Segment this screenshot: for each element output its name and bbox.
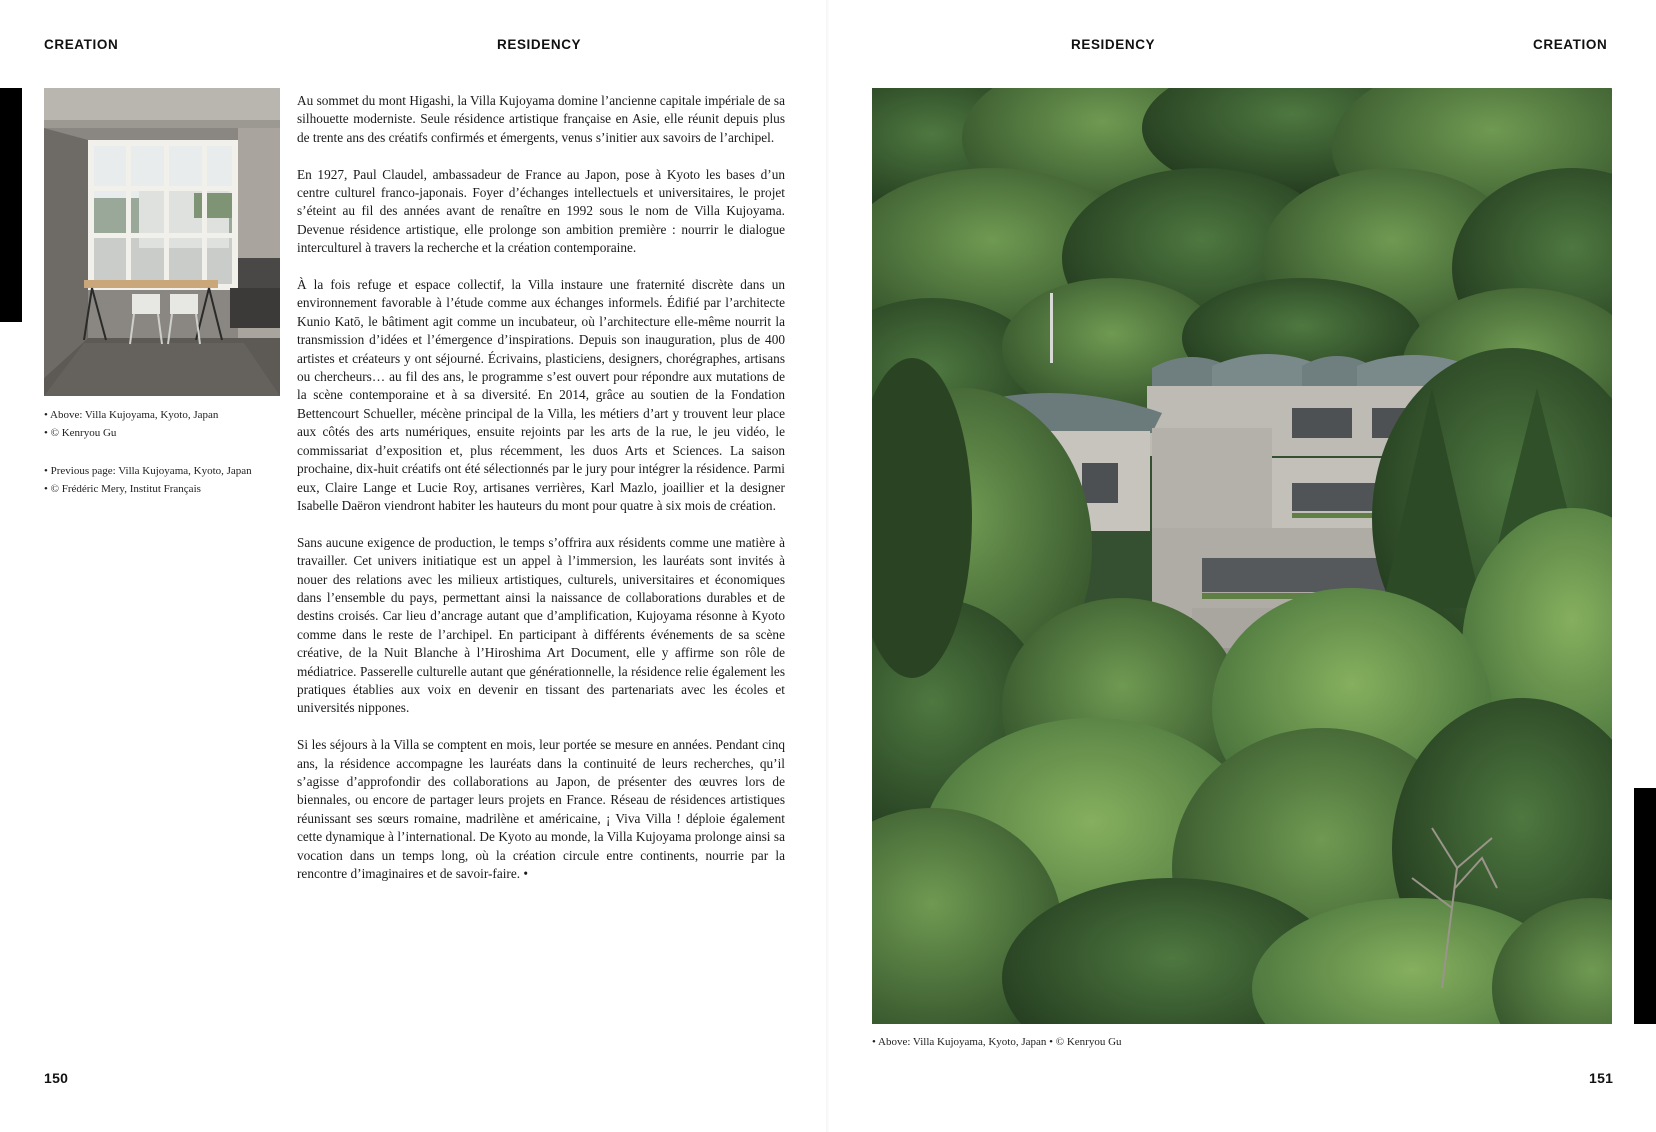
previous-page-caption [44,462,252,498]
running-head-residency-right: RESIDENCY [1071,37,1156,52]
aerial-photo-caption: • Above: Villa Kujoyama, Kyoto, Japan • © Kenryou Gu [872,1036,1122,1048]
paragraph-5: Si les séjours à la Villa se comptent en mois, leur portée se mesure en années. Pendant cinq ans, la résidence accompagne les lauréats dans la continuité de leurs recherches, qu’il s’agisse d’approfondir des collaborations au Japon, de présenter des œuvres lors de biennales, ou encore de partager leurs projets en France. Réseau de résidences artistiques réunissant ses sœurs romaine, madrilène et américaine, ¡ Viva Villa ! déploie également cette dynamique à l’international. De Kyoto au monde, la Villa Kujoyama prolonge ainsi sa vocation dans un temps long, où la création circule entre continents, nourrie par la rencontre d’imaginaires et de savoir-faire. • [297,737,785,881]
paragraph-2: En 1927, Paul Claudel, ambassadeur de France au Japon, pose à Kyoto les bases d’un centre culturel franco-japonais. Foyer d’échanges intellectuels et universitaires, le projet s’éteint au fil des années avant de renaître en 1992 sous le nom de Villa Kujoyama. Devenue résidence artistique, elle prolonge son ambition première : nourrir le dialogue interculturel à travers la recherche et la création contemporaine. [297,166,785,256]
left-edge-tab-mark [0,88,22,322]
page-number-right: 151 [1589,1070,1614,1086]
interior-window-room-icon [44,88,280,396]
running-head-creation-left: CREATION [44,37,119,52]
paragraph-3: À la fois refuge et espace collectif, la Villa instaure une fraternité discrète dans un environnement favorable à l’étude comme aux échanges informels. Édifié par l’architecte Kunio Katō, le bâtiment agit comme un incubateur, où l’architecture elle-même nourrit la transmission d’idées et l’émergence d’inspirations. Depuis son inauguration, plus de 400 artistes et créateurs y ont séjourné. Écrivains, plasticiens, designers, chorégraphes, artisans ou chercheurs… au fil des ans, le programme s’est ouvert pour répondre aux mutations de la scène contemporaine et à sa diversité. En 2014, grâce au soutien de la Fondation Bettencourt Schueller, mécène principal de la Villa, les métiers d’art y trouvent leur place aux côtés des arts numériques, ensuite rejoints par les arts de la rue, le jeu vidéo, le commissariat d’exposition et, plus récemment, les duos Arts et Sciences. La saison prochaine, dix-huit créatifs ont été sélectionnés par le jury pour intégrer la résidence. Parmi eux, Claire Lange et Lucie Roy, artisanes verrières, Karl Mazlo, joaillier et la designer Isabelle Daëron viendront habiter les hauteurs du mont pour quatre à six mois de création. [297,277,785,513]
caption-previous-page: • Previous page: Villa Kujoyama, Kyoto, Japan [44,465,252,477]
paragraph-1: Au sommet du mont Higashi, la Villa Kujoyama domine l’ancienne capitale impériale de sa silhouette moderniste. Seule résidence artistique française en Asie, elle réunit depuis plus de trente ans des créatifs confirmés et émergents, venus s’initier aux savoirs de l’archipel. [297,93,785,145]
aerial-photo [872,88,1612,1024]
gutter-shadow [826,0,830,1132]
aerial-building-in-forest-icon [872,88,1612,1024]
article-body [297,92,785,902]
right-edge-tab-mark [1634,788,1656,1024]
paragraph-4: Sans aucune exigence de production, le temps s’offrira aux résidents comme une matière à travailler. Cet univers initiatique est un appel à l’immersion, les lauréats sont invités à nouer des relations avec les milieux artistiques, culturels, universitaires et économiques dans l’ensemble du pays, permettant ainsi la naissance de collaborations durables et de destins croisés. Car lieu d’ancrage autant que d’amplification, Kujoyama résonne à Kyoto comme dans le reste de l’archipel. En participant à différents événements de sa scène créative, de la Nuit Blanche à l’Hiroshima Art Document, elle y affirme son rôle de médiatrice. Passerelle culturelle autant que générationnelle, la résidence relie également les pratiques établies aux voix en devenir en tissant des partenariats avec les écoles et universités nippones. [297,534,785,716]
running-head-residency-left: RESIDENCY [497,37,582,52]
page-number-left: 150 [44,1070,69,1086]
caption-previous-credit: • © Frédéric Mery, Institut Français [44,483,201,495]
interior-photo [44,88,280,396]
running-head-creation-right: CREATION [1533,37,1608,52]
interior-photo-caption [44,406,218,442]
caption-credit: • © Kenryou Gu [44,427,117,439]
caption-above: • Above: Villa Kujoyama, Kyoto, Japan [44,409,219,421]
